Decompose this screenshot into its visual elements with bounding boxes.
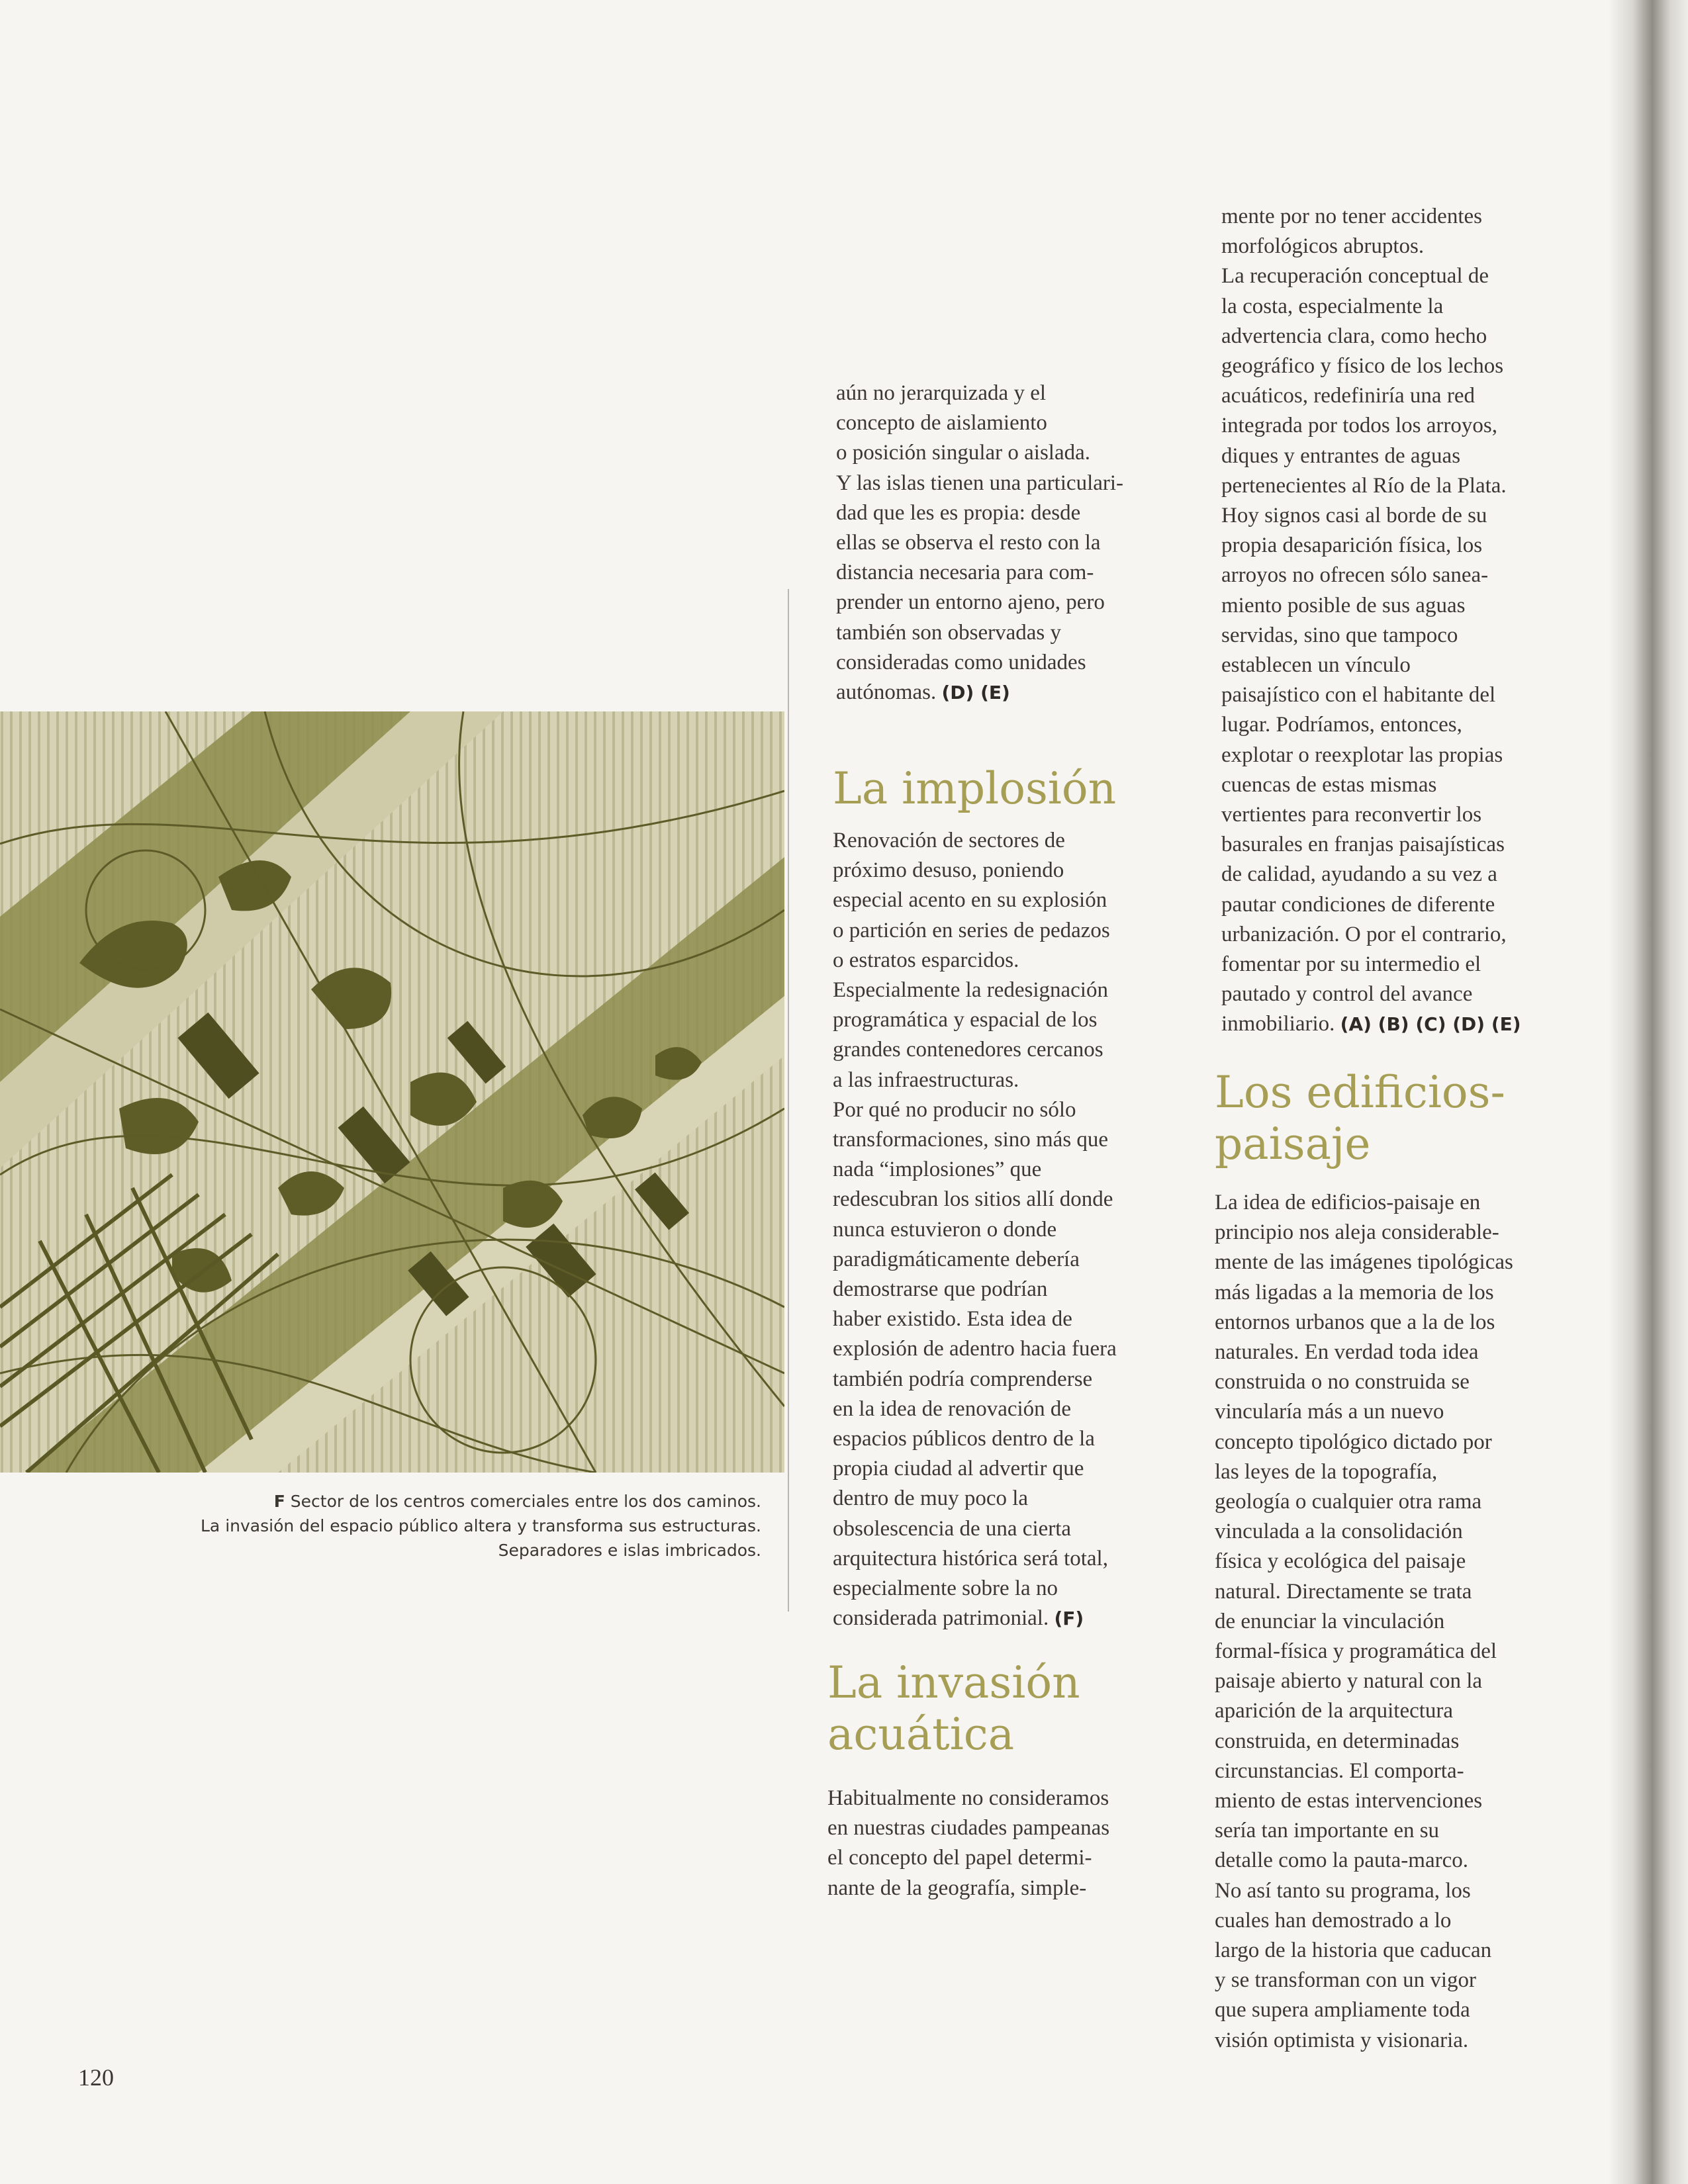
text-line: también podría comprenderse [833, 1367, 1093, 1391]
text-line: Y las islas tienen una particulari- [836, 471, 1124, 495]
text-line: advertencia clara, como hecho [1221, 324, 1487, 348]
text-line: sería tan importante en su [1215, 1819, 1440, 1843]
figure-references: (D) (E) [941, 682, 1010, 704]
text-line: a las infraestructuras. [833, 1068, 1019, 1092]
text-line: especial acento en su explosión [833, 888, 1107, 913]
text-line: basurales en franjas paisajísticas [1221, 833, 1505, 857]
text-line: vinculada a la consolidación [1215, 1520, 1463, 1544]
text-line: naturales. En verdad toda idea [1215, 1340, 1479, 1365]
text-line: geográfico y físico de los lechos [1221, 354, 1504, 379]
text-line: en nuestras ciudades pampeanas [827, 1816, 1110, 1841]
text-line: física y ecológica del paisaje [1215, 1549, 1466, 1574]
text-line: nante de la geografía, simple- [827, 1876, 1087, 1900]
intro-paragraph [836, 379, 1207, 707]
text-line: Renovación de sectores de [833, 829, 1065, 852]
site-plan-drawing [0, 711, 784, 1473]
text-line: considerada patrimonial. (F) [833, 1606, 1084, 1631]
text-line: pertenecientes al Río de la Plata. [1221, 473, 1507, 498]
text-line: paradigmáticamente debería [833, 1247, 1080, 1271]
figure-letter: F [273, 1492, 285, 1511]
text-line: paisaje abierto y natural con la [1215, 1669, 1483, 1694]
text-line: especialmente sobre la no [833, 1576, 1058, 1601]
text-line: mente por no tener accidentes [1221, 205, 1482, 228]
text-line: autónomas. (D) (E) [836, 680, 1010, 705]
text-line: pautar condiciones de diferente [1221, 892, 1495, 917]
caption-line-1: F Sector de los centros comerciales entre los dos caminos. [273, 1492, 761, 1511]
book-gutter [1609, 0, 1688, 2184]
text-line: transformaciones, sino más que [833, 1128, 1109, 1152]
text-line: construida, en determinadas [1215, 1729, 1460, 1753]
column-rule [788, 589, 789, 1612]
site-plan-illustration [0, 711, 784, 1473]
text-line: más ligadas a la memoria de los [1215, 1280, 1494, 1304]
text-line: cuales han demostrado a lo [1215, 1908, 1452, 1933]
text-line: ellas se observa el resto con la [836, 531, 1101, 555]
text-line: La idea de edificios-paisaje en [1215, 1191, 1481, 1214]
heading-edificios: Los edificios- paisaje [1215, 1067, 1505, 1169]
text-line: consideradas como unidades [836, 650, 1086, 674]
text-line: o partición en series de pedazos [833, 918, 1110, 942]
text-line: morfológicos abruptos. [1221, 234, 1425, 259]
text-line: en la idea de renovación de [833, 1396, 1072, 1421]
text-line: construida o no construida se [1215, 1370, 1470, 1394]
text-line: cuencas de estas mismas [1221, 772, 1437, 797]
text-line: miento de estas intervenciones [1215, 1789, 1483, 1813]
text-line: miento posible de sus aguas [1221, 593, 1466, 617]
right-column-intro [1221, 202, 1618, 1040]
text-line: la costa, especialmente la [1221, 294, 1444, 318]
text-line: geología o cualquier otra rama [1215, 1490, 1482, 1514]
text-line: natural. Directamente se trata [1215, 1579, 1472, 1604]
text-line: dad que les es propia: desde [836, 500, 1081, 525]
text-line: y se transforman con un vigor [1215, 1968, 1476, 1993]
text-line: La recuperación conceptual de [1221, 264, 1489, 289]
text-line: No así tanto su programa, los [1215, 1878, 1471, 1903]
invasion-paragraph [827, 1784, 1198, 1903]
text-line: vertientes para reconvertir los [1221, 803, 1482, 827]
section-invasion [827, 1657, 1198, 1779]
text-line: o estratos esparcidos. [833, 948, 1019, 972]
text-line: fomentar por su intermedio el [1221, 952, 1481, 977]
text-line: arroyos no ofrecen sólo sanea- [1221, 563, 1489, 588]
text-line: Habitualmente no consideramos [827, 1786, 1109, 1810]
caption-line-3: Separadores e islas imbricados. [498, 1541, 761, 1560]
text-line: también son observadas y [836, 620, 1062, 645]
text-line: paisajístico con el habitante del [1221, 683, 1496, 707]
text-line: inmobiliario. (A) (B) (C) (D) (E) [1221, 1012, 1521, 1036]
figure-references: (F) [1054, 1608, 1084, 1630]
heading-implosion: La implosión [833, 763, 1117, 814]
text-line: el concepto del papel determi- [827, 1846, 1092, 1870]
text-line: explotar o reexplotar las propias [1221, 743, 1503, 767]
text-line: distancia necesaria para com- [836, 561, 1094, 585]
text-line: de enunciar la vinculación [1215, 1609, 1445, 1633]
text-line: concepto tipológico dictado por [1215, 1430, 1492, 1454]
text-line: largo de la historia que caducan [1215, 1938, 1492, 1963]
figure-caption [165, 1489, 761, 1563]
text-line: explosión de adentro hacia fuera [833, 1337, 1117, 1361]
edificios-paragraph [1215, 1188, 1612, 2056]
middle-column-intro [836, 379, 1207, 707]
text-line: que supera ampliamente toda [1215, 1998, 1470, 2023]
text-line: aparición de la arquitectura [1215, 1699, 1454, 1723]
heading-invasion: La invasión acuática [827, 1657, 1080, 1760]
text-line: Hoy signos casi al borde de su [1221, 504, 1487, 528]
text-line: lugar. Podríamos, entonces, [1221, 713, 1462, 737]
text-line: urbanización. O por el contrario, [1221, 922, 1507, 946]
text-line: servidas, sino que tampoco [1221, 623, 1458, 647]
text-line: circunstancias. El comporta- [1215, 1758, 1464, 1783]
text-line: establecen un vínculo [1221, 653, 1411, 678]
text-line: Especialmente la redesignación [833, 978, 1108, 1003]
text-line: formal-física y programática del [1215, 1639, 1497, 1664]
text-line: arquitectura histórica será total, [833, 1546, 1108, 1570]
text-line: principio nos aleja considerable- [1215, 1220, 1499, 1245]
implosion-paragraph [833, 826, 1203, 1633]
text-line: o posición singular o aislada. [836, 441, 1091, 465]
text-line: próximo desuso, poniendo [833, 858, 1064, 883]
text-line: grandes contenedores cercanos [833, 1038, 1103, 1062]
text-line: pautado y control del avance [1221, 982, 1473, 1007]
text-line: nada “implosiones” que [833, 1158, 1042, 1182]
text-line: mente de las imágenes tipológicas [1215, 1250, 1513, 1275]
text-line: las leyes de la topografía, [1215, 1459, 1438, 1484]
text-line: espacios públicos dentro de la [833, 1427, 1095, 1451]
text-line: acuáticos, redefiniría una red [1221, 384, 1475, 408]
text-line: detalle como la pauta-marco. [1215, 1848, 1468, 1873]
text-line: diques y entrantes de aguas [1221, 443, 1461, 468]
section-edificios [1215, 1067, 1612, 1189]
text-line: concepto de aislamiento [836, 411, 1047, 435]
text-line: haber existido. Esta idea de [833, 1307, 1072, 1332]
text-line: Por qué no producir no sólo [833, 1097, 1076, 1122]
text-line: demostrarse que podrían [833, 1277, 1048, 1302]
text-line: prender un entorno ajeno, pero [836, 590, 1105, 615]
text-line: visión optimista y visionaria. [1215, 2028, 1469, 2052]
text-line: vincularía más a un nuevo [1215, 1400, 1444, 1424]
text-line: de calidad, ayudando a su vez a [1221, 862, 1497, 887]
text-line: dentro de muy poco la [833, 1486, 1029, 1511]
text-line: aún no jerarquizada y el [836, 381, 1047, 405]
text-line: propia desaparición física, los [1221, 533, 1483, 558]
text-line: propia ciudad al advertir que [833, 1457, 1084, 1481]
caption-line-2: La invasión del espacio público altera y transforma sus estructuras. [201, 1516, 761, 1535]
section-implosion [833, 762, 1203, 834]
figure-references: (A) (B) (C) (D) (E) [1340, 1013, 1521, 1036]
page-number: 120 [78, 2064, 114, 2091]
text-line: nunca estuvieron o donde [833, 1217, 1057, 1242]
text-line: redescubran los sitios allí donde [833, 1187, 1113, 1212]
text-line: obsolescencia de una cierta [833, 1516, 1072, 1541]
text-line: programática y espacial de los [833, 1008, 1098, 1032]
text-line: integrada por todos los arroyos, [1221, 414, 1497, 438]
text-line: entornos urbanos que a la de los [1215, 1310, 1495, 1334]
